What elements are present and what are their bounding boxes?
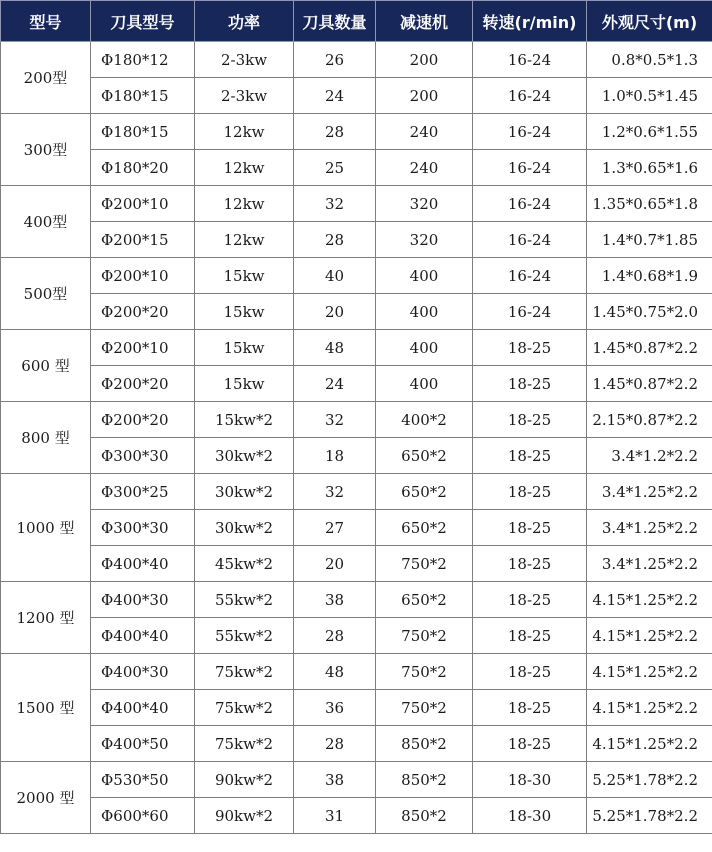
cell-model: 1500 型 [1,654,91,762]
cell-speed: 18-25 [473,330,587,366]
table-row [1,654,712,690]
cell-power: 30kw*2 [195,474,294,510]
cell-power: 30kw*2 [195,510,294,546]
cell-dimensions: 2.15*0.87*2.2 [587,402,712,438]
cell-reducer: 850*2 [376,762,473,798]
table-row [1,546,712,582]
cell-model: 1000 型 [1,474,91,582]
cell-tool-count: 32 [294,402,376,438]
cell-tool-count: 48 [294,654,376,690]
cell-tool-model: Φ200*20 [91,294,195,330]
cell-tool-model: Φ200*10 [91,258,195,294]
cell-speed: 18-25 [473,690,587,726]
table-row [1,114,712,150]
cell-model: 400型 [1,186,91,258]
cell-speed: 16-24 [473,294,587,330]
cell-dimensions: 1.2*0.6*1.55 [587,114,712,150]
cell-model: 300型 [1,114,91,186]
cell-reducer: 400 [376,258,473,294]
cell-dimensions: 3.4*1.25*2.2 [587,474,712,510]
cell-speed: 16-24 [473,222,587,258]
cell-model: 600 型 [1,330,91,402]
cell-tool-count: 20 [294,546,376,582]
cell-tool-model: Φ400*30 [91,654,195,690]
cell-tool-model: Φ300*30 [91,438,195,474]
cell-tool-count: 28 [294,114,376,150]
cell-reducer: 750*2 [376,690,473,726]
cell-model: 800 型 [1,402,91,474]
table-row [1,222,712,258]
cell-power: 12kw [195,222,294,258]
cell-speed: 16-24 [473,42,587,78]
cell-tool-count: 40 [294,258,376,294]
cell-speed: 16-24 [473,78,587,114]
table-row [1,294,712,330]
table-row [1,402,712,438]
cell-speed: 16-24 [473,258,587,294]
cell-tool-model: Φ180*15 [91,114,195,150]
cell-dimensions: 4.15*1.25*2.2 [587,726,712,762]
cell-tool-model: Φ200*20 [91,402,195,438]
cell-reducer: 400 [376,366,473,402]
table-row [1,258,712,294]
cell-reducer: 200 [376,78,473,114]
cell-tool-model: Φ400*50 [91,726,195,762]
cell-speed: 16-24 [473,114,587,150]
cell-model: 1200 型 [1,582,91,654]
cell-dimensions: 1.4*0.7*1.85 [587,222,712,258]
cell-tool-count: 24 [294,78,376,114]
cell-dimensions: 5.25*1.78*2.2 [587,798,712,834]
cell-speed: 18-25 [473,726,587,762]
header-reducer: 减速机 [376,1,473,42]
cell-reducer: 320 [376,186,473,222]
cell-tool-model: Φ400*40 [91,546,195,582]
cell-tool-count: 26 [294,42,376,78]
cell-dimensions: 4.15*1.25*2.2 [587,654,712,690]
table-header [1,1,712,42]
cell-reducer: 750*2 [376,618,473,654]
cell-speed: 18-30 [473,798,587,834]
cell-tool-count: 36 [294,690,376,726]
cell-power: 15kw [195,366,294,402]
cell-tool-model: Φ180*15 [91,78,195,114]
cell-tool-count: 48 [294,330,376,366]
cell-speed: 18-25 [473,510,587,546]
cell-dimensions: 0.8*0.5*1.3 [587,42,712,78]
cell-tool-count: 31 [294,798,376,834]
cell-reducer: 750*2 [376,654,473,690]
header-tool-model: 刀具型号 [91,1,195,42]
table-row [1,762,712,798]
cell-tool-model: Φ400*30 [91,582,195,618]
header-model: 型号 [1,1,91,42]
cell-reducer: 850*2 [376,798,473,834]
cell-model: 2000 型 [1,762,91,834]
cell-tool-count: 28 [294,726,376,762]
cell-tool-count: 18 [294,438,376,474]
cell-speed: 18-25 [473,366,587,402]
cell-power: 90kw*2 [195,798,294,834]
cell-dimensions: 1.45*0.75*2.0 [587,294,712,330]
cell-tool-model: Φ200*15 [91,222,195,258]
cell-power: 75kw*2 [195,726,294,762]
table-row [1,726,712,762]
cell-power: 2-3kw [195,42,294,78]
cell-dimensions: 1.3*0.65*1.6 [587,150,712,186]
cell-tool-count: 27 [294,510,376,546]
table-row [1,618,712,654]
table-row [1,366,712,402]
cell-speed: 18-25 [473,582,587,618]
cell-speed: 18-30 [473,762,587,798]
cell-reducer: 650*2 [376,582,473,618]
cell-dimensions: 1.0*0.5*1.45 [587,78,712,114]
cell-reducer: 400*2 [376,402,473,438]
cell-dimensions: 4.15*1.25*2.2 [587,582,712,618]
cell-power: 55kw*2 [195,582,294,618]
cell-tool-model: Φ200*10 [91,330,195,366]
table-row [1,330,712,366]
cell-speed: 18-25 [473,402,587,438]
cell-power: 30kw*2 [195,438,294,474]
table-row [1,42,712,78]
cell-dimensions: 3.4*1.2*2.2 [587,438,712,474]
cell-dimensions: 5.25*1.78*2.2 [587,762,712,798]
cell-tool-count: 38 [294,582,376,618]
cell-reducer: 240 [376,114,473,150]
cell-reducer: 650*2 [376,438,473,474]
cell-reducer: 850*2 [376,726,473,762]
cell-power: 45kw*2 [195,546,294,582]
cell-power: 2-3kw [195,78,294,114]
cell-power: 15kw [195,258,294,294]
header-speed: 转速(r/min) [473,1,587,42]
table-row [1,150,712,186]
cell-power: 75kw*2 [195,654,294,690]
table-body [1,42,712,834]
cell-reducer: 650*2 [376,510,473,546]
cell-tool-model: Φ300*30 [91,510,195,546]
cell-reducer: 750*2 [376,546,473,582]
cell-speed: 18-25 [473,654,587,690]
cell-power: 75kw*2 [195,690,294,726]
cell-power: 15kw*2 [195,402,294,438]
cell-power: 55kw*2 [195,618,294,654]
cell-power: 15kw [195,330,294,366]
cell-dimensions: 4.15*1.25*2.2 [587,690,712,726]
cell-speed: 18-25 [473,438,587,474]
table-row [1,510,712,546]
cell-speed: 18-25 [473,474,587,510]
cell-model: 500型 [1,258,91,330]
cell-dimensions: 4.15*1.25*2.2 [587,618,712,654]
cell-power: 12kw [195,114,294,150]
table-row [1,474,712,510]
cell-tool-model: Φ530*50 [91,762,195,798]
cell-tool-count: 20 [294,294,376,330]
cell-tool-count: 38 [294,762,376,798]
cell-speed: 16-24 [473,186,587,222]
cell-tool-model: Φ200*10 [91,186,195,222]
cell-reducer: 650*2 [376,474,473,510]
cell-power: 12kw [195,150,294,186]
header-dimensions: 外观尺寸(m) [587,1,712,42]
cell-tool-model: Φ600*60 [91,798,195,834]
cell-power: 15kw [195,294,294,330]
header-tool-count: 刀具数量 [294,1,376,42]
cell-dimensions: 1.45*0.87*2.2 [587,366,712,402]
cell-reducer: 400 [376,294,473,330]
cell-reducer: 400 [376,330,473,366]
cell-dimensions: 1.45*0.87*2.2 [587,330,712,366]
table-row [1,582,712,618]
cell-tool-count: 24 [294,366,376,402]
cell-dimensions: 3.4*1.25*2.2 [587,546,712,582]
cell-speed: 16-24 [473,150,587,186]
cell-dimensions: 1.35*0.65*1.8 [587,186,712,222]
table-row [1,798,712,834]
cell-tool-model: Φ400*40 [91,618,195,654]
cell-tool-count: 28 [294,618,376,654]
cell-tool-model: Φ200*20 [91,366,195,402]
cell-reducer: 320 [376,222,473,258]
cell-tool-count: 25 [294,150,376,186]
cell-dimensions: 1.4*0.68*1.9 [587,258,712,294]
cell-power: 90kw*2 [195,762,294,798]
cell-tool-model: Φ180*12 [91,42,195,78]
header-row [1,1,712,42]
table-row [1,690,712,726]
cell-tool-model: Φ180*20 [91,150,195,186]
cell-tool-count: 32 [294,474,376,510]
cell-power: 12kw [195,186,294,222]
cell-tool-model: Φ300*25 [91,474,195,510]
cell-dimensions: 3.4*1.25*2.2 [587,510,712,546]
cell-speed: 18-25 [473,618,587,654]
cell-reducer: 200 [376,42,473,78]
cell-reducer: 240 [376,150,473,186]
cell-tool-count: 28 [294,222,376,258]
cell-tool-count: 32 [294,186,376,222]
table-row [1,438,712,474]
table-row [1,78,712,114]
header-power: 功率 [195,1,294,42]
table-row [1,186,712,222]
cell-model: 200型 [1,42,91,114]
cell-tool-model: Φ400*40 [91,690,195,726]
cell-speed: 18-25 [473,546,587,582]
